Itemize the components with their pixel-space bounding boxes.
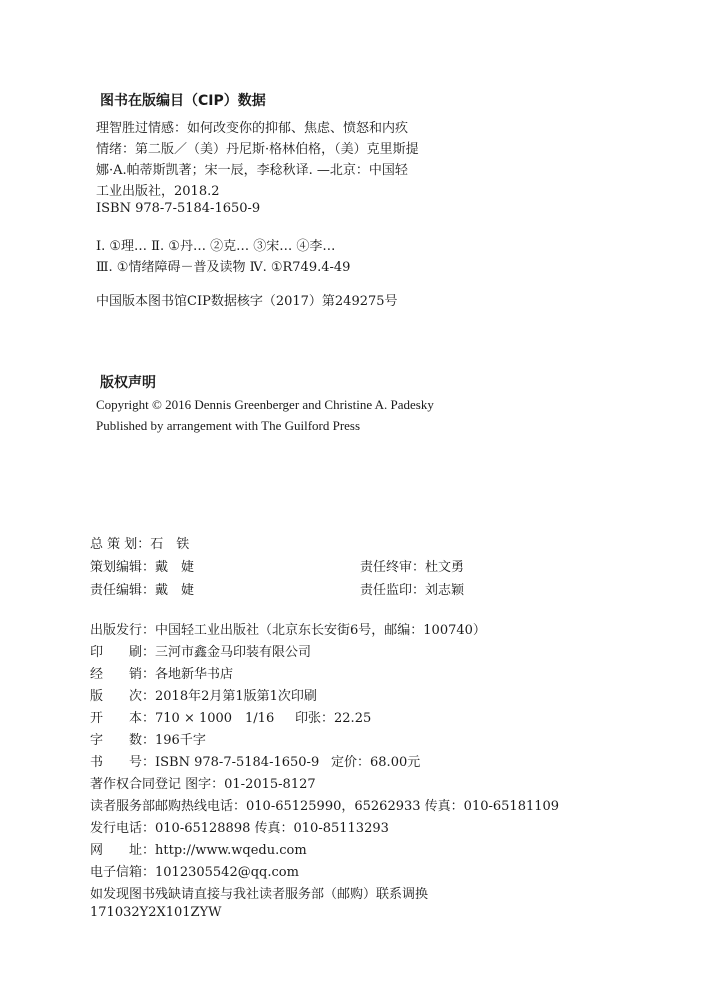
credit-label: 策划编辑： [90,560,156,575]
pub-value: 三河市鑫金马印装有限公司 [155,645,312,660]
isbn-value: ISBN 978-7-5184-1650-9 [155,755,320,770]
pub-label: 出版发行： [90,623,156,638]
cip-check-number: 中国版本图书馆CIP数据核字（2017）第249275号 [96,294,398,309]
pub-row-isbn [90,751,420,770]
cip-class-line: Ⅲ. ①情绪障碍－普及读物 Ⅳ. ①R749.4-49 [96,260,351,275]
cip-class-line: Ⅰ. ①理… Ⅱ. ①丹… ②克… ③宋… ④李… [96,239,336,254]
pub-label: 电子信箱： [90,865,156,880]
pub-row-edition [90,685,317,704]
pub-value: 中国轻工业出版社（北京东长安街6号，邮编：100740） [155,623,486,638]
pub-row-words [90,729,206,748]
copyright-contract: 著作权合同登记 图字：01-2015-8127 [90,777,316,792]
pub-value: 各地新华书店 [155,667,234,682]
copyright-line: Copyright © 2016 Dennis Greenberger and Christine A. Padesky [96,397,434,412]
pub-row-email [90,861,299,880]
format-sheets: 印张：22.25 [295,711,372,726]
credit-label: 责任监印： [360,583,426,598]
credit-label: 总 策 划： [90,537,151,552]
pub-label: 书 号： [90,755,156,770]
credit-value: 石 铁 [150,537,190,552]
cip-title: 图书在版编目（CIP）数据 [100,93,266,109]
pub-row-distributor [90,663,233,682]
pub-label: 字 数： [90,733,156,748]
credit-row-responsible [90,579,464,598]
cip-desc-line: 理智胜过情感：如何改变你的抑郁、焦虑、愤怒和内疚 [96,121,409,136]
defect-note: 如发现图书残缺请直接与我社读者服务部（邮购）联系调换 [90,887,429,902]
cip-isbn: ISBN 978-7-5184-1650-9 [96,201,261,216]
price-value: 定价：68.00元 [331,755,421,770]
pub-value: 196千字 [155,733,206,748]
pub-label: 开 本： [90,711,156,726]
credit-row-planning [90,556,464,575]
book-code: 171032Y2X101ZYW [90,905,222,920]
website-link: http://www.wqedu.com [155,843,307,858]
reader-service-phone: 读者服务部邮购热线电话：010-65125990，65262933 传真：010-65181109 [90,799,560,814]
sales-phone: 发行电话：010-65128898 传真：010-85113293 [90,821,389,836]
pub-label: 版 次： [90,689,156,704]
copyright-title: 版权声明 [100,375,156,391]
pub-row-website [90,839,307,858]
format-size: 710 × 1000 [155,711,233,726]
pub-label: 网 址： [90,843,156,858]
publication-arrangement: Published by arrangement with The Guilford Press [96,418,361,433]
pub-label: 印 刷： [90,645,156,660]
credit-label: 责任编辑： [90,583,156,598]
pub-row-printer [90,641,311,660]
credit-label: 责任终审： [360,560,426,575]
cip-desc-line: 情绪：第二版／（美）丹尼斯·格林伯格，（美）克里斯提 [96,142,419,157]
cip-desc-line: 娜·A.帕蒂斯凯著；宋一辰，李稔秋译. —北京：中国轻 [96,163,408,178]
credit-value: 戴 婕 [155,583,195,598]
pub-row-publisher [90,619,486,638]
format-fold: 1/16 [245,711,275,726]
pub-label: 经 销： [90,667,156,682]
credit-row-chief-planner [90,533,189,552]
credit-value: 杜文勇 [425,560,465,575]
email-address: 1012305542@qq.com [155,865,299,880]
credit-value: 刘志颖 [425,583,465,598]
pub-value: 2018年2月第1版第1次印刷 [155,689,317,704]
cip-desc-line: 工业出版社，2018.2 [96,184,220,199]
credit-value: 戴 婕 [155,560,195,575]
pub-row-format [90,707,371,726]
